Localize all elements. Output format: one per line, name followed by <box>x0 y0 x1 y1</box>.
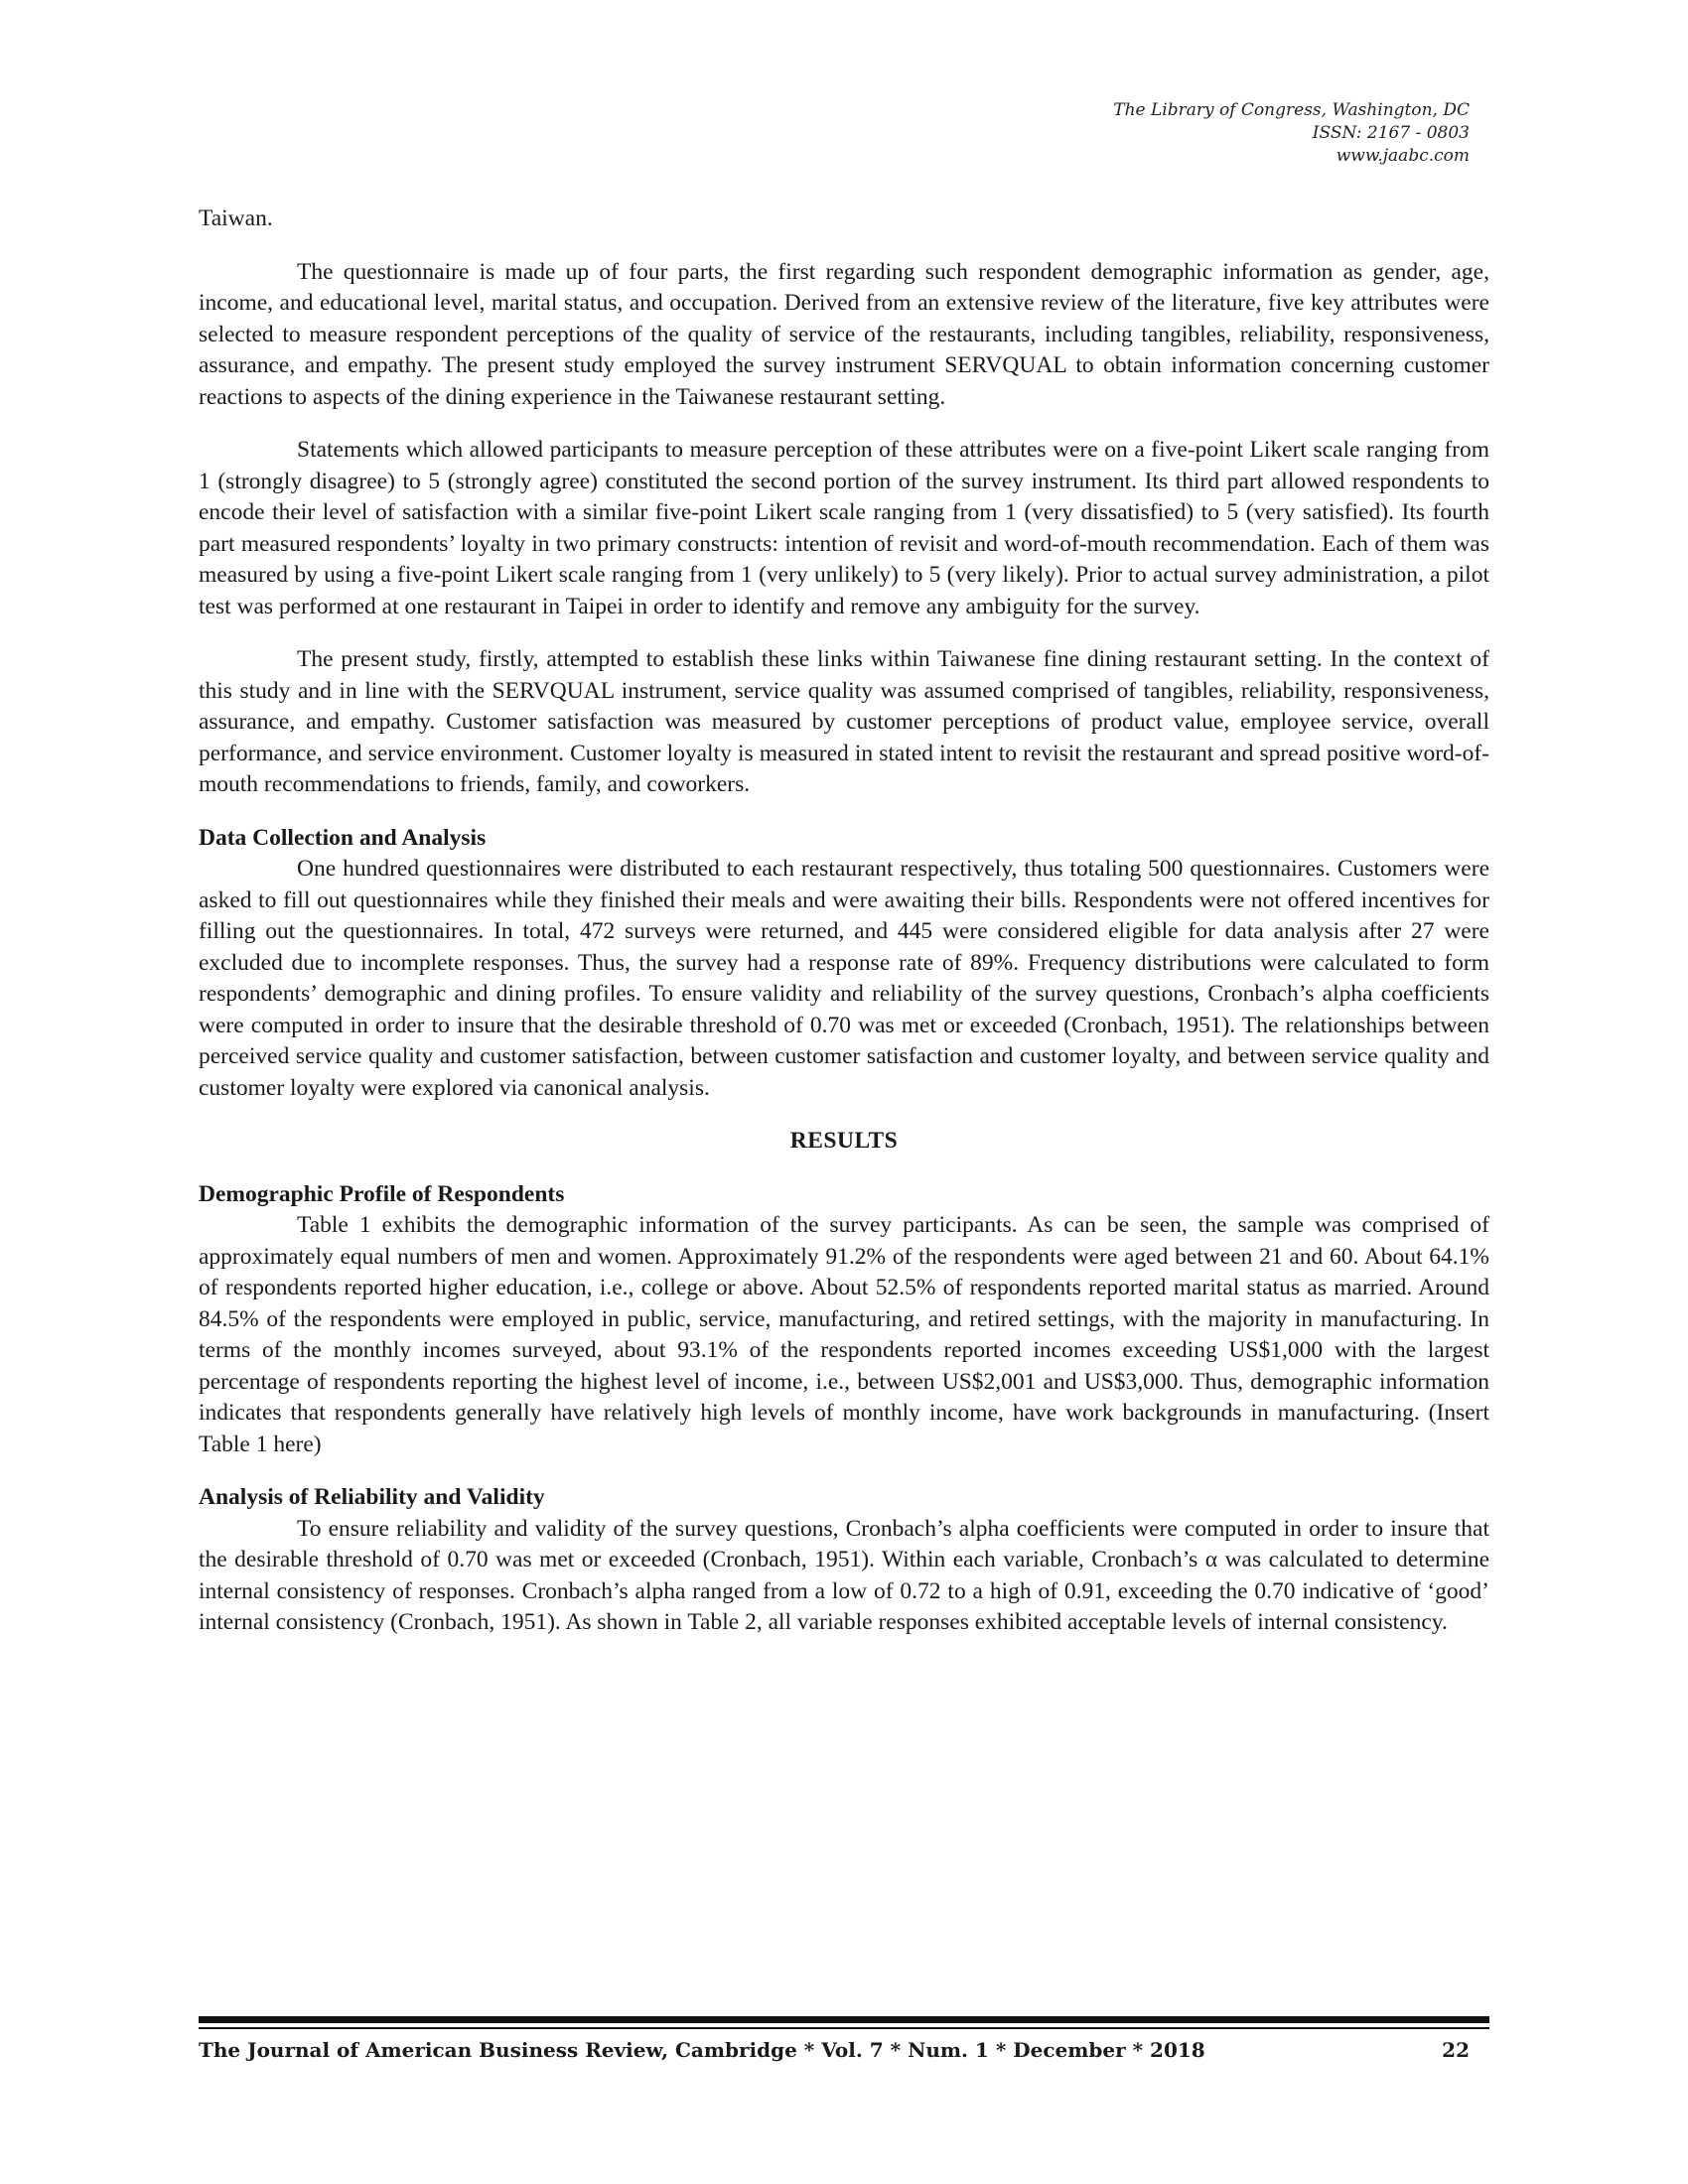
paragraph-demographic: Table 1 exhibits the demographic information of the survey participants. As can be seen, the sample was comprised of approximately equal numbers of men and women. Approximately 91.2% of the respondents were aged between 21 and 60. About 64.1% of respondents reported higher education, i.e., college or above. About 52.5% of respondents reported marital status as married. Around 84.5% of the respondents were employed in public, service, manufacturing, and retired settings, with the majority in manufacturing. In terms of the monthly incomes surveyed, about 93.1% of the respondents reported incomes exceeding US$1,000 with the largest percentage of respondents reporting the highest level of income, i.e., between US$2,001 and US$3,000. Thus, demographic information indicates that respondents generally have relatively high levels of monthly income, have work backgrounds in manufacturing. (Insert Table 1 here) <box>199 1212 1489 1457</box>
paragraph-links: The present study, firstly, attempted to establish these links within Taiwanese fine dining restaurant setting. In the context of this study and in line with the SERVQUAL instrument, service quality was assumed comprised of tangibles, reliability, responsiveness, assurance, and empathy. Customer satisfaction was measured by customer perceptions of product value, employee service, overall performance, and service environment. Customer loyalty is measured in stated intent to revisit the restaurant and spread positive word-of-mouth recommendations to friends, family, and coworkers. <box>199 646 1489 797</box>
paragraph-data-collection: One hundred questionnaires were distributed to each restaurant respectively, thus totaling 500 questionnaires. Customers were asked to fill out questionnaires while they finished their meals and were awaiting their bills. Respondents were not offered incentives for filling out the questionnaires. In total, 472 surveys were returned, and 445 were considered eligible for data analysis after 27 were excluded due to incomplete responses. Thus, the survey had a response rate of 89%. Frequency distributions were calculated to form respondents’ demographic and dining profiles. To ensure validity and reliability of the survey questions, Cronbach’s alpha coefficients were computed in order to insure that the desirable threshold of 0.70 was met or exceeded (Cronbach, 1951). The relationships between perceived service quality and customer satisfaction, between customer satisfaction and customer loyalty, and between service quality and customer loyalty were explored via canonical analysis. <box>199 856 1489 1101</box>
paragraph-questionnaire: The questionnaire is made up of four parts, the first regarding such respondent demographic information as gender, age, income, and educational level, marital status, and occupation. Derived from an extensive review of the literature, five key attributes were selected to measure respondent perceptions of the quality of service of the restaurants, including tangibles, reliability, responsiveness, assurance, and empathy. The present study employed the survey instrument SERVQUAL to obtain information concerning customer reactions to aspects of the dining experience in the Taiwanese restaurant setting. <box>199 258 1489 410</box>
footer-rule-thick <box>199 2016 1489 2023</box>
section-heading-data-collection: Data Collection and Analysis <box>199 824 487 851</box>
section-heading-results: RESULTS <box>789 1128 899 1154</box>
footer-journal: The Journal of American Business Review, Cambridge * Vol. 7 * Num. 1 * December * 2018 <box>199 2038 1205 2062</box>
paragraph-likert: Statements which allowed participants to measure perception of these attributes were on a five-point Likert scale ranging from 1 (strongly disagree) to 5 (strongly agree) constituted the second portion of the survey instrument. Its third part allowed respondents to encode their level of satisfaction with a similar five-point Likert scale ranging from 1 (very dissatisfied) to 5 (very satisfied). Its fourth part measured respondents’ loyalty in two primary constructs: intention of revisit and word-of-mouth recommendation. Each of them was measured by using a five-point Likert scale ranging from 1 (very unlikely) to 5 (very likely). Prior to actual survey administration, a pilot test was performed at one restaurant in Taipei in order to identify and remove any ambiguity for the survey. <box>199 437 1489 619</box>
section-heading-demographic: Demographic Profile of Respondents <box>199 1180 565 1207</box>
article-body <box>199 204 1489 1639</box>
header-issn: ISSN: 2167 - 0803 <box>1312 123 1470 143</box>
header-website: www.jaabc.com <box>1336 146 1470 166</box>
paragraph-reliability: To ensure reliability and validity of the survey questions, Cronbach’s alpha coefficients were computed in order to insure that the desirable threshold of 0.70 was met or exceeded (Cronbach, 1951). Within each variable, Cronbach’s α was calculated to determine internal consistency of responses. Cronbach’s alpha ranged from a low of 0.72 to a high of 0.91, exceeding the 0.70 indicative of ‘good’ internal consistency (Cronbach, 1951). As shown in Table 2, all variable responses exhibited acceptable levels of internal consistency. <box>199 1515 1489 1635</box>
page-number: 22 <box>1442 2038 1470 2062</box>
footer-rule-thin <box>199 2027 1489 2029</box>
section-heading-reliability: Analysis of Reliability and Validity <box>199 1484 545 1510</box>
running-header <box>1113 99 1470 168</box>
paragraph-continuation: Taiwan. <box>199 205 273 231</box>
header-library: The Library of Congress, Washington, DC <box>1113 100 1470 120</box>
